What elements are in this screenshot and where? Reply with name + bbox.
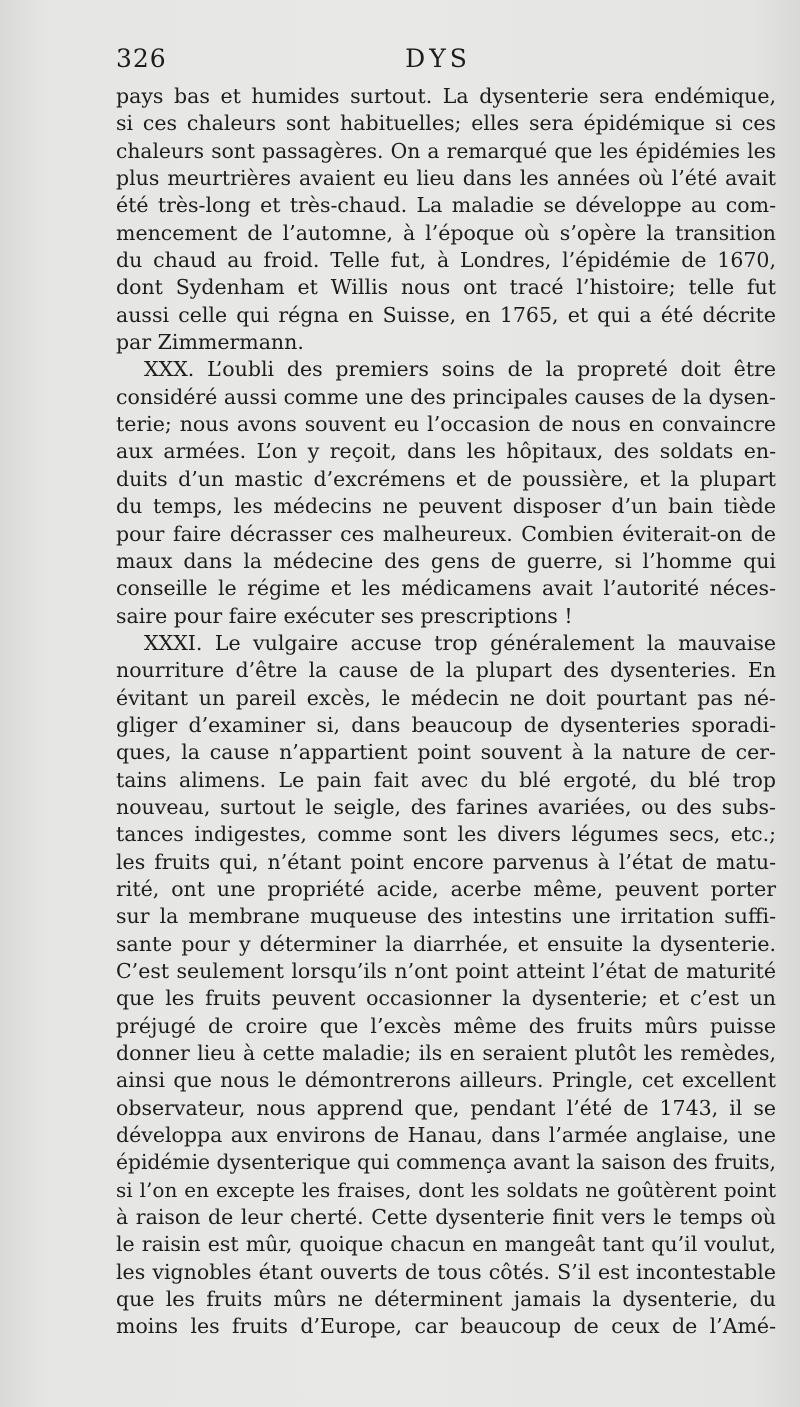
text-line: saire pour faire exécuter ses prescriptions ! <box>116 603 573 628</box>
text-line: terie; nous avons souvent eu l’occasion de nous en convaincre <box>116 412 776 437</box>
text-line: donner lieu à cette maladie; ils en seraient plutôt les remèdes, <box>116 1041 776 1066</box>
text-line: ques, la cause n’appartient point souvent à la nature de cer- <box>116 740 776 765</box>
text-line: sante pour y déterminer la diarrhée, et ensuite la dysenterie. <box>116 931 776 956</box>
section-xxx-start: XXX. L’oubli des premiers soins de la propreté doit être <box>144 357 776 382</box>
text-line: épidémie dysenterique qui commença avant la saison des fruits, <box>116 1150 776 1175</box>
text-line: C’est seulement lorsqu’ils n’ont point atteint l’état de maturité <box>116 959 776 983</box>
text-line: plus meurtrières avaient eu lieu dans les années où l’été avait <box>116 166 776 191</box>
text-line: si l’on en excepte les fraises, dont les soldats ne goûtèrent point <box>116 1177 776 1202</box>
text-line: aussi celle qui régna en Suisse, en 1765, et qui a été décrite <box>116 302 776 327</box>
text-line: chaleurs sont passagères. On a remarqué que les épidémies les <box>116 138 776 163</box>
body-text <box>116 83 776 1341</box>
text-line: que les fruits peuvent occasionner la dysenterie; et c’est un <box>116 986 776 1011</box>
page-number: 326 <box>116 44 167 73</box>
text-line: observateur, nous apprend que, pendant l’été de 1743, il se <box>116 1095 776 1120</box>
text-line: développa aux environs de Hanau, dans l’armée anglaise, une <box>116 1123 776 1148</box>
running-head: DYS <box>405 44 471 73</box>
text-line: du chaud au froid. Telle fut, à Londres, l’épidémie de 1670, <box>116 248 776 273</box>
text-line: du temps, les médecins ne peuvent disposer d’un bain tiède <box>116 494 776 519</box>
text-line: dont Sydenham et Willis nous ont tracé l’histoire; telle fut <box>116 275 776 300</box>
text-line: nourriture d’être la cause de la plupart des dysenteries. En <box>116 658 776 683</box>
text-line: sur la membrane muqueuse des intestins une irritation suffi- <box>116 904 776 929</box>
text-line: par Zimmermann. <box>116 330 304 355</box>
text-line: à raison de leur cherté. Cette dysenterie finit vers le temps où <box>116 1205 776 1230</box>
text-line: si ces chaleurs sont habituelles; elles sera épidémique si ces <box>116 111 776 136</box>
text-line: évitant un pareil excès, le médecin ne doit pourtant pas né- <box>116 685 776 710</box>
text-line: duits d’un mastic d’excrémens et de poussière, et la plupart <box>116 466 776 491</box>
text-line: conseille le régime et les médicamens avait l’autorité néces- <box>116 576 776 601</box>
text-line: considéré aussi comme une des principales causes de la dysen- <box>116 384 776 409</box>
page-header <box>116 44 760 78</box>
text-line: mencement de l’automne, à l’époque où s’opère la transition <box>116 220 776 245</box>
text-line: tains alimens. Le pain fait avec du blé ergoté, du blé trop <box>116 767 776 792</box>
text-line: pays bas et humides surtout. La dysenterie sera endémique, <box>116 84 776 108</box>
text-line: nouveau, surtout le seigle, des farines avariées, ou des subs- <box>116 794 776 819</box>
text-line: gliger d’examiner si, dans beaucoup de dysenteries sporadi- <box>116 712 776 737</box>
text-line: moins les fruits d’Europe, car beaucoup de ceux de l’Amé- <box>116 1314 776 1339</box>
text-line: que les fruits mûrs ne déterminent jamais la dysenterie, du <box>116 1287 776 1312</box>
text-line: le raisin est mûr, quoique chacun en mangeât tant qu’il voulut, <box>116 1232 776 1257</box>
text-line: pour faire décrasser ces malheureux. Combien éviterait-on de <box>116 521 776 546</box>
text-line: maux dans la médecine des gens de guerre, si l’homme qui <box>116 548 776 573</box>
text-line: préjugé de croire que l’excès même des fruits mûrs puisse <box>116 1013 776 1038</box>
section-xxxi-start: XXXI. Le vulgaire accuse trop généralement la mauvaise <box>144 630 776 655</box>
text-line: les fruits qui, n’étant point encore parvenus à l’état de matu- <box>116 849 776 874</box>
text-line: aux armées. L’on y reçoit, dans les hôpitaux, des soldats en- <box>116 439 776 464</box>
text-line: tances indigestes, comme sont les divers légumes secs, etc.; <box>116 822 776 847</box>
text-line: ainsi que nous le démontrerons ailleurs. Pringle, cet excellent <box>116 1068 776 1093</box>
text-line: été très-long et très-chaud. La maladie se développe au com- <box>116 193 776 218</box>
text-line: les vignobles étant ouverts de tous côtés. S’il est incontestable <box>116 1259 776 1284</box>
text-line: rité, ont une propriété acide, acerbe même, peuvent porter <box>116 876 776 901</box>
